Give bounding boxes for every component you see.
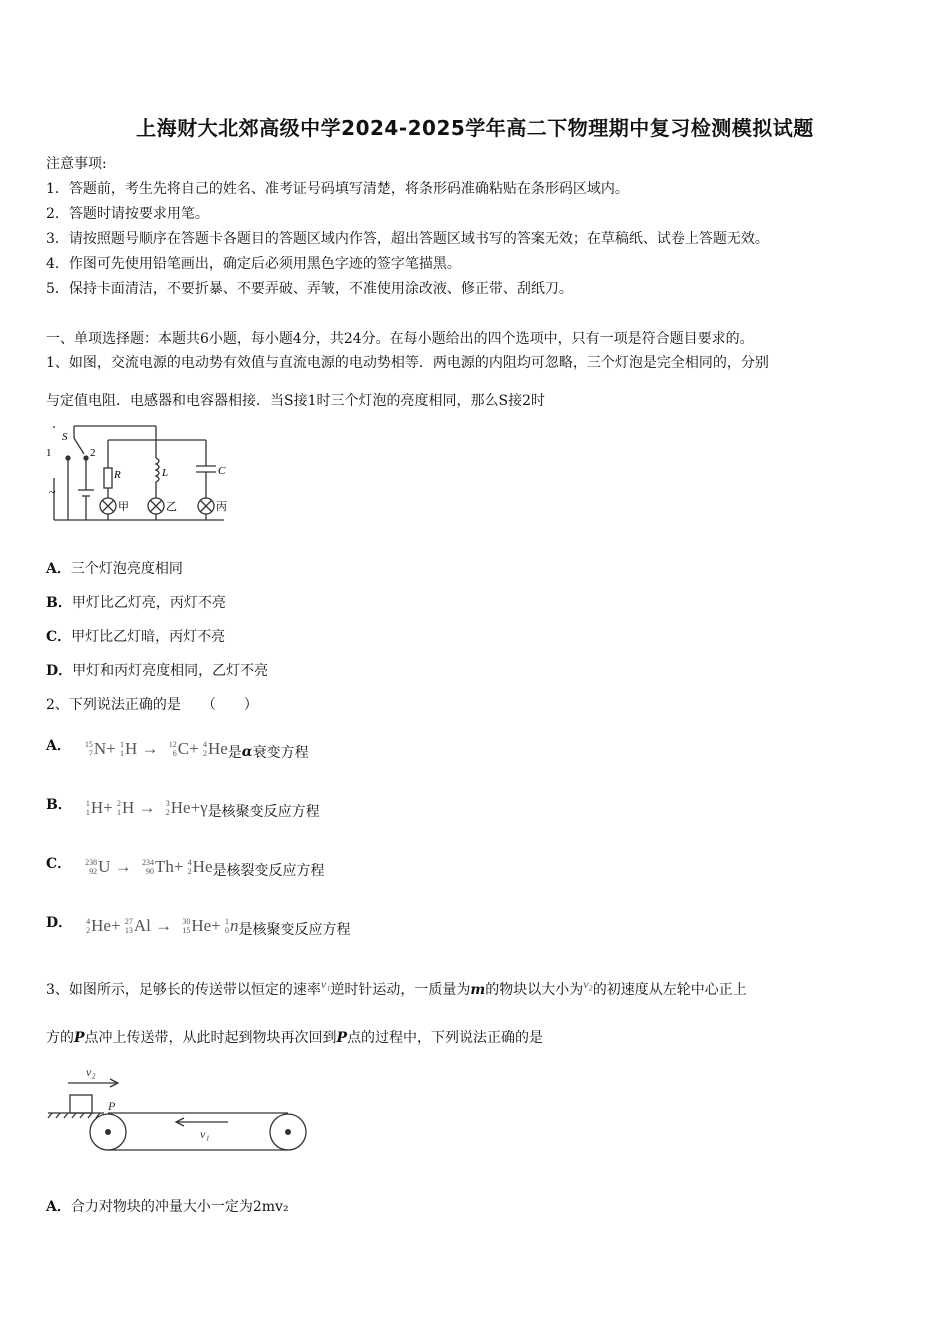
q1-option-a: A．三个灯泡亮度相同: [46, 561, 183, 577]
lamp-yi-label: 乙: [166, 501, 177, 513]
notice-heading: 注意事项:: [46, 156, 107, 172]
nuclear-equation-d: 4 2 He+ 27 13 Al → 30 15 He+ 1 0 n: [86, 915, 239, 935]
q1-stem-line2: 与定值电阻．电感器和电容器相接．当S接1时三个灯泡的亮度相同，那么S接2时: [46, 393, 545, 409]
terminal-1-label: 1: [46, 447, 52, 459]
lamp-bing-label: 丙: [216, 501, 227, 513]
q2-option-d: D． 4 2 He+ 27 13 Al → 30 15 He+ 1 0 n 是核聚变反应方程: [46, 905, 350, 939]
q3-conveyor-diagram: [44, 1058, 324, 1158]
q1-option-c: C．甲灯比乙灯暗，丙灯不亮: [46, 629, 226, 645]
nuclear-equation-a: 15 7 N+ 1 1 H → 12 6 C+ 4 2 He: [84, 738, 228, 758]
q1-circuit-diagram: [44, 418, 234, 528]
terminal-2-label: 2: [90, 447, 96, 459]
q1-stem-line1: 1、如图，交流电源的电动势有效值与直流电源的电动势相等．两电源的内阻均可忽略，三个灯泡是完全相同的，分别: [46, 355, 769, 371]
q1-option-d: D．甲灯和丙灯亮度相同，乙灯不亮: [46, 663, 269, 679]
inductor-label: L: [162, 467, 169, 479]
point-p-label: P: [108, 1099, 116, 1113]
notice-item: 4．作图可先使用铅笔画出，确定后必须用黑色字迹的签字笔描黑。: [46, 256, 461, 272]
v2-label: v₂: [86, 1065, 96, 1079]
q3-stem-line2: 方的P点冲上传送带，从此时起到物块再次回到P点的过程中，下列说法正确的是: [46, 1030, 544, 1046]
notice-item: 5．保持卡面清洁，不要折暴、不要弄破、弄皱，不准使用涂改液、修正带、刮纸刀。: [46, 281, 573, 297]
section-heading: 一、单项选择题：本题共6小题，每小题4分，共24分。在每小题给出的四个选项中，只有一项是符合题目要求的。: [46, 331, 754, 347]
lamp-jia-label: 甲: [118, 501, 129, 513]
capacitor-label: C: [218, 465, 226, 477]
q3-option-a: A．合力对物块的冲量大小一定为2mv₂: [46, 1199, 289, 1215]
notice-item: 2．答题时请按要求用笔。: [46, 206, 209, 222]
q2-stem: 2、下列说法正确的是 （ ）: [46, 697, 258, 713]
notice-item: 1．答题前，考生先将自己的姓名、准考证号码填写清楚，将条形码准确粘贴在条形码区域内。: [46, 181, 629, 197]
q1-option-b: B．甲灯比乙灯亮，丙灯不亮: [46, 595, 226, 611]
q2-option-c: C． 238 92 U → 234 90 Th+ 4 2 He 是核裂变反应方程: [46, 846, 325, 880]
switch-label: S: [62, 431, 68, 443]
resistor-label: R: [114, 469, 121, 481]
notice-item: 3．请按照题号顺序在答题卡各题目的答题区域内作答，超出答题区域书写的答案无效；在草稿纸、试卷上答题无效。: [46, 231, 769, 247]
nuclear-equation-c: 238 92 U → 234 90 Th+ 4 2 He: [85, 856, 213, 876]
page-title: 上海财大北郊高级中学2024-2025学年高二下物理期中复习检测模拟试题: [136, 116, 814, 140]
q2-option-b: B． 1 1 H+ 2 1 H → 3 2 He+γ 是核聚变反应方程: [46, 787, 320, 821]
ac-source-symbol: ~: [49, 485, 56, 499]
q3-stem-line1: 3、如图所示，足够长的传送带以恒定的速率v₁逆时针运动，一质量为m的物块以大小为v₂的初速度从左轮中心正上: [46, 977, 747, 998]
nuclear-equation-b: 1 1 H+ 2 1 H → 3 2 He+γ: [85, 797, 208, 817]
q2-option-a: A． 15 7 N+ 1 1 H → 12 6 C+ 4 2 He 是 α 衰变方程: [46, 728, 309, 762]
v1-label: v₁: [200, 1127, 210, 1141]
